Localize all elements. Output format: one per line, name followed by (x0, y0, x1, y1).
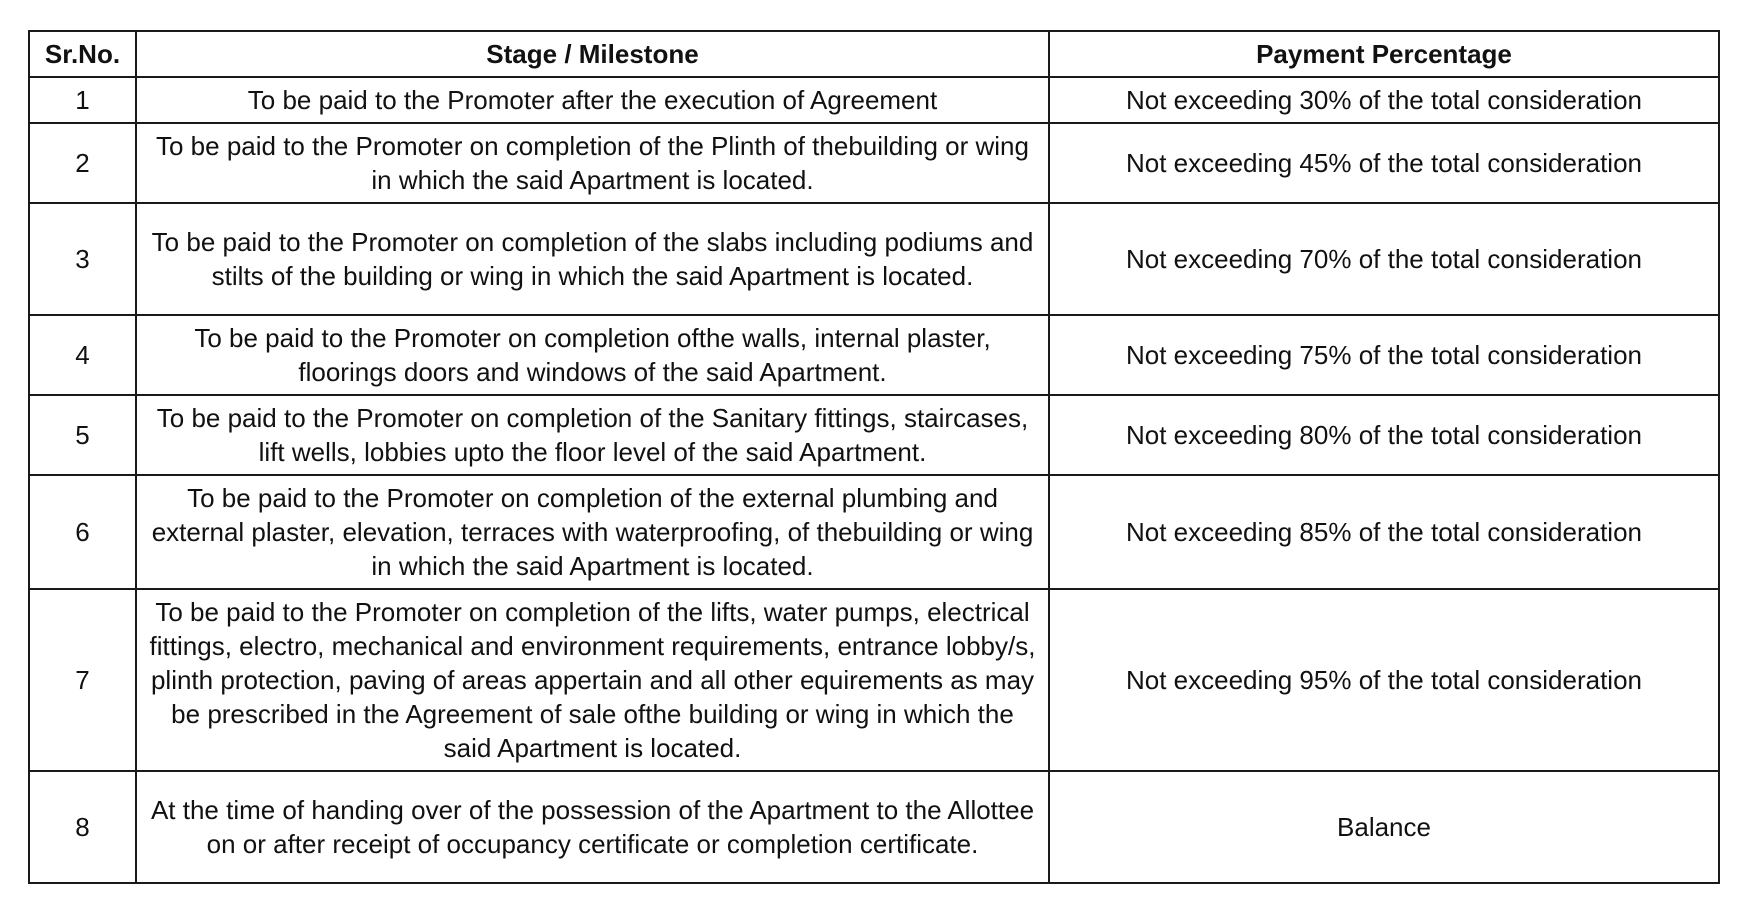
cell-sr-no: 5 (29, 395, 136, 475)
cell-payment: Not exceeding 45% of the total consideration (1049, 123, 1719, 203)
cell-payment: Not exceeding 85% of the total consideration (1049, 475, 1719, 589)
table-header-row (29, 31, 1719, 77)
table-row (29, 203, 1719, 315)
cell-payment: Not exceeding 95% of the total consideration (1049, 589, 1719, 771)
cell-sr-no: 2 (29, 123, 136, 203)
table-row (29, 771, 1719, 883)
cell-stage: To be paid to the Promoter on completion of the Sanitary fittings, staircases, lift wells, lobbies upto the floor level of the said Apartment. (136, 395, 1049, 475)
cell-sr-no: 3 (29, 203, 136, 315)
cell-payment: Not exceeding 75% of the total consideration (1049, 315, 1719, 395)
header-stage-milestone: Stage / Milestone (136, 31, 1049, 77)
cell-stage: At the time of handing over of the possession of the Apartment to the Allottee on or after receipt of occupancy certificate or completion certificate. (136, 771, 1049, 883)
payment-schedule-table (28, 30, 1720, 884)
cell-stage: To be paid to the Promoter after the execution of Agreement (136, 77, 1049, 123)
cell-stage: To be paid to the Promoter on completion of the Plinth of thebuilding or wing in which the said Apartment is located. (136, 123, 1049, 203)
cell-sr-no: 4 (29, 315, 136, 395)
table-row (29, 395, 1719, 475)
cell-payment: Balance (1049, 771, 1719, 883)
table-row (29, 77, 1719, 123)
cell-payment: Not exceeding 80% of the total consideration (1049, 395, 1719, 475)
table-row (29, 589, 1719, 771)
table-row (29, 475, 1719, 589)
cell-sr-no: 8 (29, 771, 136, 883)
header-payment-percentage: Payment Percentage (1049, 31, 1719, 77)
cell-stage: To be paid to the Promoter on completion of the slabs including podiums and stilts of the building or wing in which the said Apartment is located. (136, 203, 1049, 315)
cell-stage: To be paid to the Promoter on completion of the external plumbing and external plaster, elevation, terraces with waterproofing, of thebuilding or wing in which the said Apartment is located. (136, 475, 1049, 589)
cell-payment: Not exceeding 30% of the total consideration (1049, 77, 1719, 123)
cell-payment: Not exceeding 70% of the total consideration (1049, 203, 1719, 315)
cell-stage: To be paid to the Promoter on completion ofthe walls, internal plaster, floorings doors and windows of the said Apartment. (136, 315, 1049, 395)
table-row (29, 123, 1719, 203)
cell-stage: To be paid to the Promoter on completion of the lifts, water pumps, electrical fittings, electro, mechanical and environment requirements, entrance lobby/s, plinth protection, paving of areas appertain and all other equirements as may be prescribed in the Agreement of sale ofthe building or wing in which the said Apartment is located. (136, 589, 1049, 771)
table-row (29, 315, 1719, 395)
cell-sr-no: 1 (29, 77, 136, 123)
cell-sr-no: 7 (29, 589, 136, 771)
cell-sr-no: 6 (29, 475, 136, 589)
header-sr-no: Sr.No. (29, 31, 136, 77)
